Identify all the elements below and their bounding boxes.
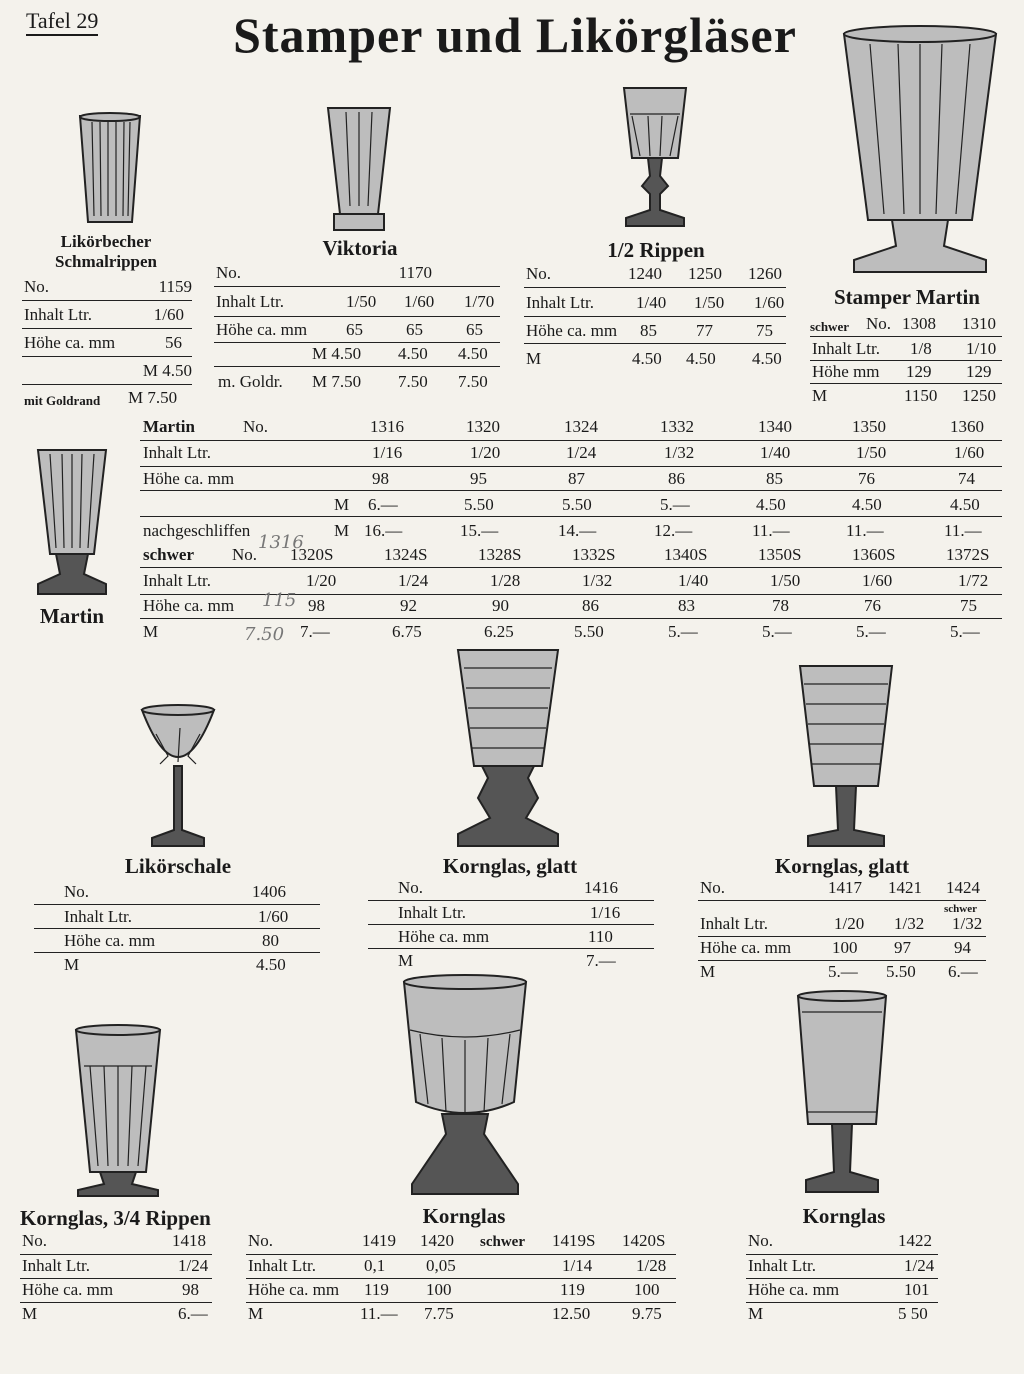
no-value: 1419S	[552, 1231, 596, 1250]
schwer-label: schwer	[143, 545, 194, 564]
price: 5.50	[886, 962, 916, 981]
price: 7.—	[300, 622, 330, 641]
glass-icon	[140, 704, 216, 850]
no-value: 1418	[172, 1231, 206, 1250]
goldrand-price: M 7.50	[312, 372, 362, 391]
no-value: 1419	[362, 1231, 396, 1250]
no-label: No.	[526, 264, 552, 283]
no-value: 1310	[962, 314, 996, 333]
m-label: M	[526, 349, 542, 368]
hoehe-label: Höhe ca. mm	[700, 938, 792, 957]
price: 4.50	[458, 344, 488, 363]
no-value: 1417	[828, 878, 862, 897]
inhalt-label: Inhalt Ltr.	[216, 292, 284, 311]
hoehe-label: Höhe ca. mm	[64, 931, 156, 950]
m-label: M	[64, 955, 80, 974]
price: 5.—	[950, 622, 980, 641]
m-label: M	[22, 1304, 38, 1323]
inhalt-value: 1/40	[636, 293, 667, 312]
no-value: 1422	[898, 1231, 932, 1250]
hoehe-value: 90	[492, 596, 509, 615]
glass-icon	[400, 974, 530, 1198]
m-label: M	[143, 622, 159, 641]
price: 5.—	[660, 495, 690, 514]
hoehe-value: 129	[906, 362, 932, 381]
inhalt-value: 1/8	[910, 339, 932, 358]
glass-icon	[796, 992, 888, 1202]
no-label: No.	[866, 314, 892, 333]
price: 5.50	[464, 495, 494, 514]
inhalt-label: Inhalt Ltr.	[143, 443, 211, 462]
hoehe-value: 56	[165, 333, 182, 352]
hoehe-value: 85	[766, 469, 783, 488]
goldrand-price: 7.50	[398, 372, 428, 391]
goldrand-label: mit Goldrand	[24, 393, 101, 408]
price: 4.50	[756, 495, 786, 514]
inhalt-value: 1/60	[754, 293, 785, 312]
inhalt-label: Inhalt Ltr.	[64, 907, 132, 926]
price: 14.—	[558, 521, 597, 540]
hoehe-value: 83	[678, 596, 695, 615]
inhalt-label: Inhalt Ltr.	[143, 571, 211, 590]
price: 6.75	[392, 622, 422, 641]
inhalt-value: 1/50	[694, 293, 725, 312]
price: 4.50	[852, 495, 882, 514]
inhalt-value: 1/50	[770, 571, 801, 590]
no-value: 1420	[420, 1231, 454, 1250]
inhalt-value: 1/16	[372, 443, 403, 462]
inhalt-value: 1/24	[566, 443, 597, 462]
likoerschale-name: Likörschale	[124, 854, 232, 878]
hoehe-label: Höhe ca. mm	[748, 1280, 840, 1299]
plate-number: Tafel 29	[26, 8, 98, 36]
inhalt-value: 1/70	[464, 292, 495, 311]
hoehe-label: Höhe ca. mm	[248, 1280, 340, 1299]
inhalt-value: 1/10	[966, 339, 997, 358]
schwer-label: schwer	[480, 1234, 525, 1250]
kornglas-1422-name: Kornglas	[802, 1204, 886, 1228]
no-label: No.	[243, 417, 269, 436]
no-value: 1424	[946, 878, 980, 897]
no-value: 1170	[398, 263, 432, 282]
goldrand-price: 7.50	[458, 372, 488, 391]
kornglas-1419-name: Kornglas	[422, 1204, 506, 1228]
hoehe-value: 77	[696, 321, 713, 340]
no-value: 1328S	[478, 545, 522, 564]
price: 5.—	[762, 622, 792, 641]
inhalt-label: Inhalt Ltr.	[812, 339, 880, 358]
price: 5.—	[668, 622, 698, 641]
inhalt-value: 1/40	[678, 571, 709, 590]
m-label: M	[398, 951, 414, 970]
hoehe-value: 80	[262, 931, 279, 950]
schwer-label: schwer	[944, 903, 977, 915]
no-value: 1240	[628, 264, 662, 283]
hoehe-label: Höhe ca. mm	[24, 333, 116, 352]
hoehe-value: 98	[372, 469, 389, 488]
glass-icon	[78, 112, 142, 226]
glass-icon	[840, 24, 1000, 274]
no-value: 1159	[158, 277, 192, 296]
hoehe-label: Höhe ca. mm	[143, 596, 235, 615]
hoehe-label: Höhe mm	[812, 362, 880, 381]
inhalt-value: 0,05	[426, 1256, 456, 1275]
martin-name: Martin	[39, 604, 105, 628]
no-value: 1340	[758, 417, 792, 436]
handwritten-note: 1316	[258, 532, 304, 553]
no-value: 1360S	[852, 545, 896, 564]
inhalt-value: 1/60	[862, 571, 893, 590]
glass-icon	[798, 664, 894, 848]
m-label: M	[700, 962, 716, 981]
no-label: No.	[748, 1231, 774, 1250]
inhalt-label: Inhalt Ltr.	[248, 1256, 316, 1275]
hoehe-value: 85	[640, 321, 657, 340]
inhalt-label: Inhalt Ltr.	[748, 1256, 816, 1275]
hoehe-value: 65	[406, 320, 423, 339]
hoehe-value: 129	[966, 362, 992, 381]
glass-icon	[620, 86, 690, 228]
price: 5.—	[856, 622, 886, 641]
no-value: 1316	[370, 417, 404, 436]
price: 5.—	[828, 962, 858, 981]
price: 4.50	[950, 495, 980, 514]
nachgeschliffen-label: nachgeschliffen	[143, 521, 251, 540]
price: 6.25	[484, 622, 514, 641]
no-value: 1421	[888, 878, 922, 897]
no-value: 1372S	[946, 545, 990, 564]
no-value: 1332	[660, 417, 694, 436]
price: 4.50	[256, 955, 286, 974]
inhalt-value: 1/16	[590, 903, 621, 922]
hoehe-value: 98	[182, 1280, 199, 1299]
price: 5.50	[574, 622, 604, 641]
no-value: 1406	[252, 882, 286, 901]
inhalt-value: 1/60	[258, 907, 289, 926]
goldrand-label: m. Goldr.	[218, 372, 283, 391]
hoehe-value: 78	[772, 596, 789, 615]
no-label: No.	[398, 878, 424, 897]
no-value: 1360	[950, 417, 984, 436]
price: 7.—	[586, 951, 616, 970]
price: 4.50	[686, 349, 716, 368]
hoehe-value: 86	[668, 469, 685, 488]
inhalt-value: 1/20	[470, 443, 501, 462]
price: 5.50	[562, 495, 592, 514]
inhalt-value: 1/32	[582, 571, 613, 590]
no-value: 1350S	[758, 545, 802, 564]
price: 11.—	[360, 1304, 398, 1323]
price: 12.—	[654, 521, 693, 540]
no-value: 1350	[852, 417, 886, 436]
inhalt-label: Inhalt Ltr.	[398, 903, 466, 922]
hoehe-value: 110	[588, 927, 613, 946]
hoehe-value: 119	[364, 1280, 389, 1299]
inhalt-value: 1/32	[664, 443, 695, 462]
hoehe-label: Höhe ca. mm	[526, 321, 618, 340]
m-label: M	[748, 1304, 764, 1323]
m-label: M	[812, 386, 828, 405]
no-value: 1416	[584, 878, 618, 897]
price: 4.50	[752, 349, 782, 368]
no-value: 1324S	[384, 545, 428, 564]
price: 9.75	[632, 1304, 662, 1323]
inhalt-value: 1/60	[954, 443, 985, 462]
hoehe-value: 75	[960, 596, 977, 615]
no-label: No.	[64, 882, 90, 901]
price: 11.—	[846, 521, 884, 540]
inhalt-value: 1/50	[346, 292, 377, 311]
hoehe-value: 76	[858, 469, 875, 488]
no-label: No.	[232, 545, 258, 564]
hoehe-value: 101	[904, 1280, 930, 1299]
hoehe-value: 97	[894, 938, 911, 957]
no-label: No.	[24, 277, 50, 296]
handwritten-note: 7.50	[244, 624, 285, 645]
inhalt-value: 1/28	[636, 1256, 667, 1275]
inhalt-value: 1/20	[834, 914, 865, 933]
hoehe-value: 119	[560, 1280, 585, 1299]
price: 6.—	[368, 495, 398, 514]
inhalt-value: 1/40	[760, 443, 791, 462]
no-value: 1308	[902, 314, 936, 333]
viktoria-name: Viktoria	[322, 236, 398, 260]
price: 6.—	[948, 962, 978, 981]
no-value: 1420S	[622, 1231, 666, 1250]
hoehe-value: 98	[308, 596, 325, 615]
hoehe-value: 100	[426, 1280, 452, 1299]
inhalt-value: 1/20	[306, 571, 337, 590]
no-label: No.	[248, 1231, 274, 1250]
price: 4.50	[398, 344, 428, 363]
no-value: 1324	[564, 417, 598, 436]
inhalt-value: 1/50	[856, 443, 887, 462]
no-label: No.	[22, 1231, 48, 1250]
inhalt-value: 1/32	[952, 914, 983, 933]
price: 1150	[904, 386, 938, 405]
likoerbecher-name-line1: Likörbecher	[60, 232, 152, 251]
goldrand-price: M 7.50	[128, 388, 178, 407]
price: 5 50	[898, 1304, 928, 1323]
no-label: No.	[700, 878, 726, 897]
hoehe-value: 76	[864, 596, 881, 615]
hoehe-value: 94	[954, 938, 971, 957]
no-label: No.	[216, 263, 242, 282]
rippen-name: 1/2 Rippen	[607, 238, 705, 262]
price: 16.—	[364, 521, 403, 540]
price: M 4.50	[312, 344, 362, 363]
inhalt-value: 1/28	[490, 571, 521, 590]
inhalt-value: 1/72	[958, 571, 989, 590]
m-label: M	[334, 495, 350, 514]
inhalt-label: Inhalt Ltr.	[22, 1256, 90, 1275]
inhalt-value: 1/60	[153, 305, 184, 324]
price: 15.—	[460, 521, 499, 540]
handwritten-note: 115	[262, 590, 297, 611]
price: 12.50	[552, 1304, 591, 1323]
inhalt-value: 1/24	[904, 1256, 935, 1275]
inhalt-label: Inhalt Ltr.	[700, 914, 768, 933]
inhalt-label: Inhalt Ltr.	[24, 305, 92, 324]
hoehe-value: 92	[400, 596, 417, 615]
inhalt-value: 1/60	[404, 292, 435, 311]
price: 7.75	[424, 1304, 454, 1323]
no-value: 1340S	[664, 545, 708, 564]
hoehe-label: Höhe ca. mm	[398, 927, 490, 946]
inhalt-value: 1/14	[562, 1256, 593, 1275]
inhalt-value: 0,1	[364, 1256, 386, 1275]
hoehe-value: 100	[832, 938, 858, 957]
hoehe-label: Höhe ca. mm	[143, 469, 235, 488]
price: M 4.50	[142, 361, 192, 380]
kornglas-1417-name: Kornglas, glatt	[774, 854, 910, 878]
inhalt-value: 1/32	[894, 914, 925, 933]
no-value: 1260	[748, 264, 782, 283]
no-value: 1320	[466, 417, 500, 436]
hoehe-label: Höhe ca. mm	[216, 320, 308, 339]
hoehe-value: 87	[568, 469, 585, 488]
price: 11.—	[752, 521, 790, 540]
likoerbecher-name	[36, 232, 176, 272]
glass-icon	[72, 1026, 164, 1198]
inhalt-value: 1/24	[398, 571, 429, 590]
inhalt-value: 1/24	[178, 1256, 209, 1275]
no-value: 1332S	[572, 545, 616, 564]
hoehe-value: 86	[582, 596, 599, 615]
glass-icon	[454, 648, 562, 848]
hoehe-value: 95	[470, 469, 487, 488]
price: 11.—	[944, 521, 982, 540]
glass-icon	[36, 448, 108, 598]
hoehe-value: 100	[634, 1280, 660, 1299]
price: 1250	[962, 386, 996, 405]
hoehe-value: 65	[466, 320, 483, 339]
martin-title: Martin	[143, 417, 195, 436]
glass-icon	[326, 106, 392, 232]
schwer-label: schwer	[810, 319, 849, 334]
price: 6.—	[178, 1304, 208, 1323]
likoerbecher-name-line2: Schmalrippen	[54, 252, 158, 271]
hoehe-label: Höhe ca. mm	[22, 1280, 114, 1299]
inhalt-label: Inhalt Ltr.	[526, 293, 594, 312]
hoehe-value: 75	[756, 321, 773, 340]
hoehe-value: 65	[346, 320, 363, 339]
no-value: 1320S	[290, 545, 334, 564]
stamper-martin-name: Stamper Martin	[833, 285, 980, 309]
m-label: M	[248, 1304, 264, 1323]
kornglas-1416-name: Kornglas, glatt	[442, 854, 578, 878]
kornglas-rippen-name: Kornglas, 3/4 Rippen	[20, 1206, 211, 1230]
page-title: Stamper und Likörgläser	[233, 7, 797, 63]
m-label: M	[334, 521, 350, 540]
price: 4.50	[632, 349, 662, 368]
hoehe-value: 74	[958, 469, 975, 488]
no-value: 1250	[688, 264, 722, 283]
